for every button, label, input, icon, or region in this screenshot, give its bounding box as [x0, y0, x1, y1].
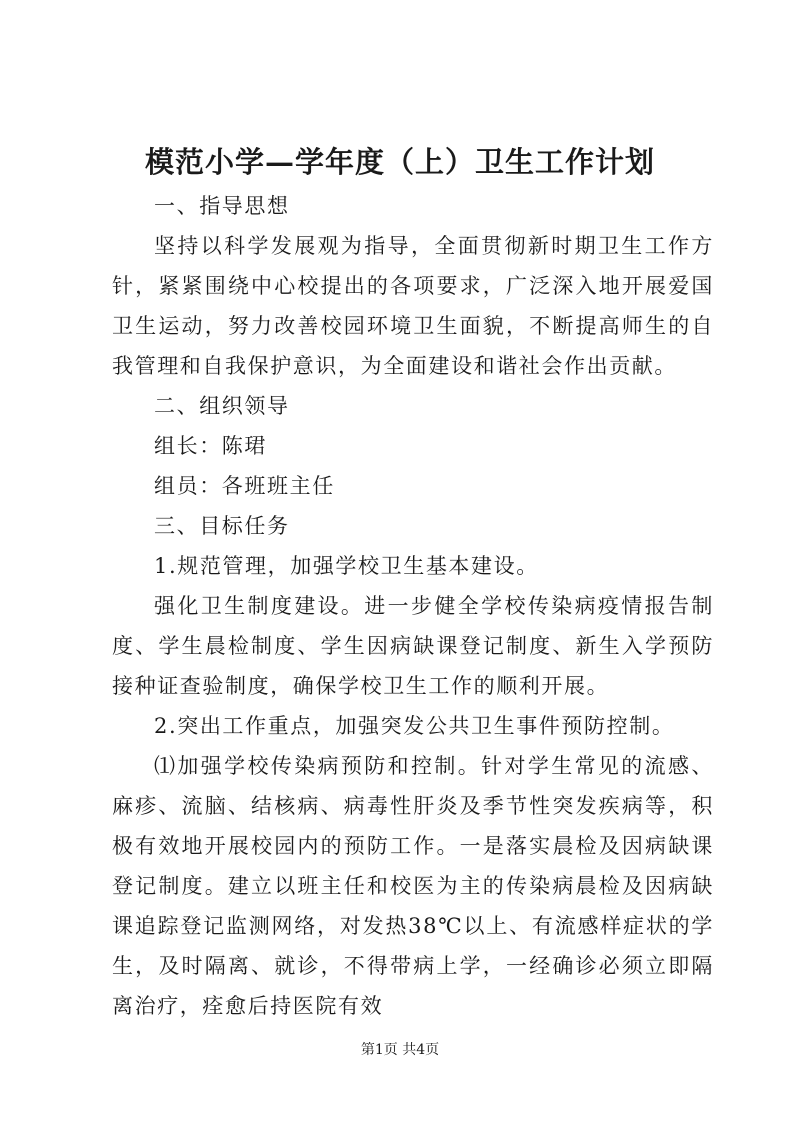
heading-objectives: 三、目标任务 — [154, 514, 290, 538]
group-members: 组员：各班班主任 — [154, 474, 335, 498]
task-2-title: 2.突出工作重点，加强突发公共卫生事件预防控制。 — [154, 714, 675, 738]
group-leader: 组长：陈珺 — [154, 434, 267, 458]
document-body — [112, 186, 714, 1026]
page-footer: 第1页 共4页 — [360, 1042, 440, 1058]
heading-guiding-thought: 一、指导思想 — [154, 194, 290, 218]
para-task-2-1: ⑴加强学校传染病预防和控制。针对学生常见的流感、麻疹、流脑、结核病、病毒性肝炎及季节性突发疾病等，积极有效地开展校园内的预防工作。一是落实晨检及因病缺课登记制度。建立以班主任和校医为主的传染病晨检及因病缺课追踪登记监测网络，对发热38℃以上、有流感样症状的学生，及时隔离、就诊，不得带病上学，一经确诊必须立即隔离治疗，痊愈后持医院有效 — [112, 754, 714, 1018]
para-task-1: 强化卫生制度建设。进一步健全学校传染病疫情报告制度、学生晨检制度、学生因病缺课登记制度、新生入学预防接种证查验制度，确保学校卫生工作的顺利开展。 — [112, 594, 714, 698]
task-1-title: 1.规范管理，加强学校卫生基本建设。 — [154, 554, 539, 578]
document-title: 模范小学—学年度（上）卫生工作计划 — [144, 145, 655, 179]
heading-organization: 二、组织领导 — [154, 394, 290, 418]
para-guiding-thought: 坚持以科学发展观为指导，全面贯彻新时期卫生工作方针，紧紧围绕中心校提出的各项要求，广泛深入地开展爱国卫生运动，努力改善校园环境卫生面貌，不断提高师生的自我管理和自我保护意识，为全面建设和谐社会作出贡献。 — [112, 234, 714, 378]
